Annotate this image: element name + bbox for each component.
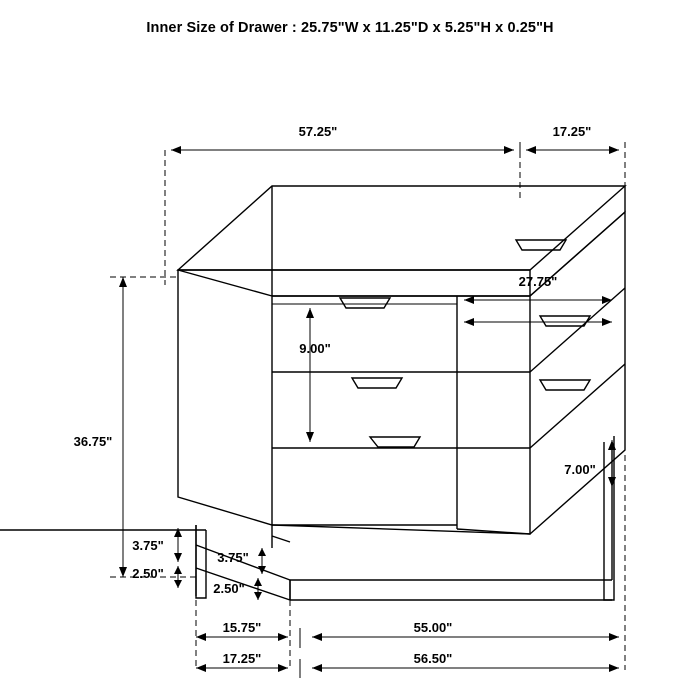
dim-label-drawer-height: 9.00" <box>299 341 331 356</box>
cabinet-top <box>178 186 625 270</box>
dim-label-drawer-width: 27.75" <box>518 274 558 289</box>
drawer-handle <box>340 298 390 308</box>
dim-label-top-depth: 17.25" <box>552 124 592 139</box>
dim-label-250-inner: 2.50" <box>213 581 245 596</box>
cabinet-left-side <box>178 270 272 525</box>
dim-label-foot-width: 56.50" <box>413 651 453 666</box>
dim-label-375-left: 3.75" <box>132 538 164 553</box>
drawer-handle <box>540 380 590 390</box>
dim-label-250-left: 2.50" <box>132 566 164 581</box>
page-title: Inner Size of Drawer : 25.75"W x 11.25"D x 5.25"H x 0.25"H <box>146 20 554 36</box>
dim-label-leg-right: 7.00" <box>564 462 596 477</box>
leg-front-left <box>196 525 206 598</box>
dim-label-top-width: 57.25" <box>298 124 338 139</box>
dim-label-total-height: 36.75" <box>73 434 113 449</box>
dim-label-375-inner: 3.75" <box>217 550 249 565</box>
drawer-handle <box>352 378 402 388</box>
cabinet-right-side <box>530 212 625 534</box>
drawer-handle <box>370 437 420 447</box>
dim-label-foot-depth: 17.25" <box>222 651 262 666</box>
dim-label-base-width: 55.00" <box>413 620 453 635</box>
drawer-handle <box>540 316 590 326</box>
dim-label-base-depth: 15.75" <box>222 620 262 635</box>
